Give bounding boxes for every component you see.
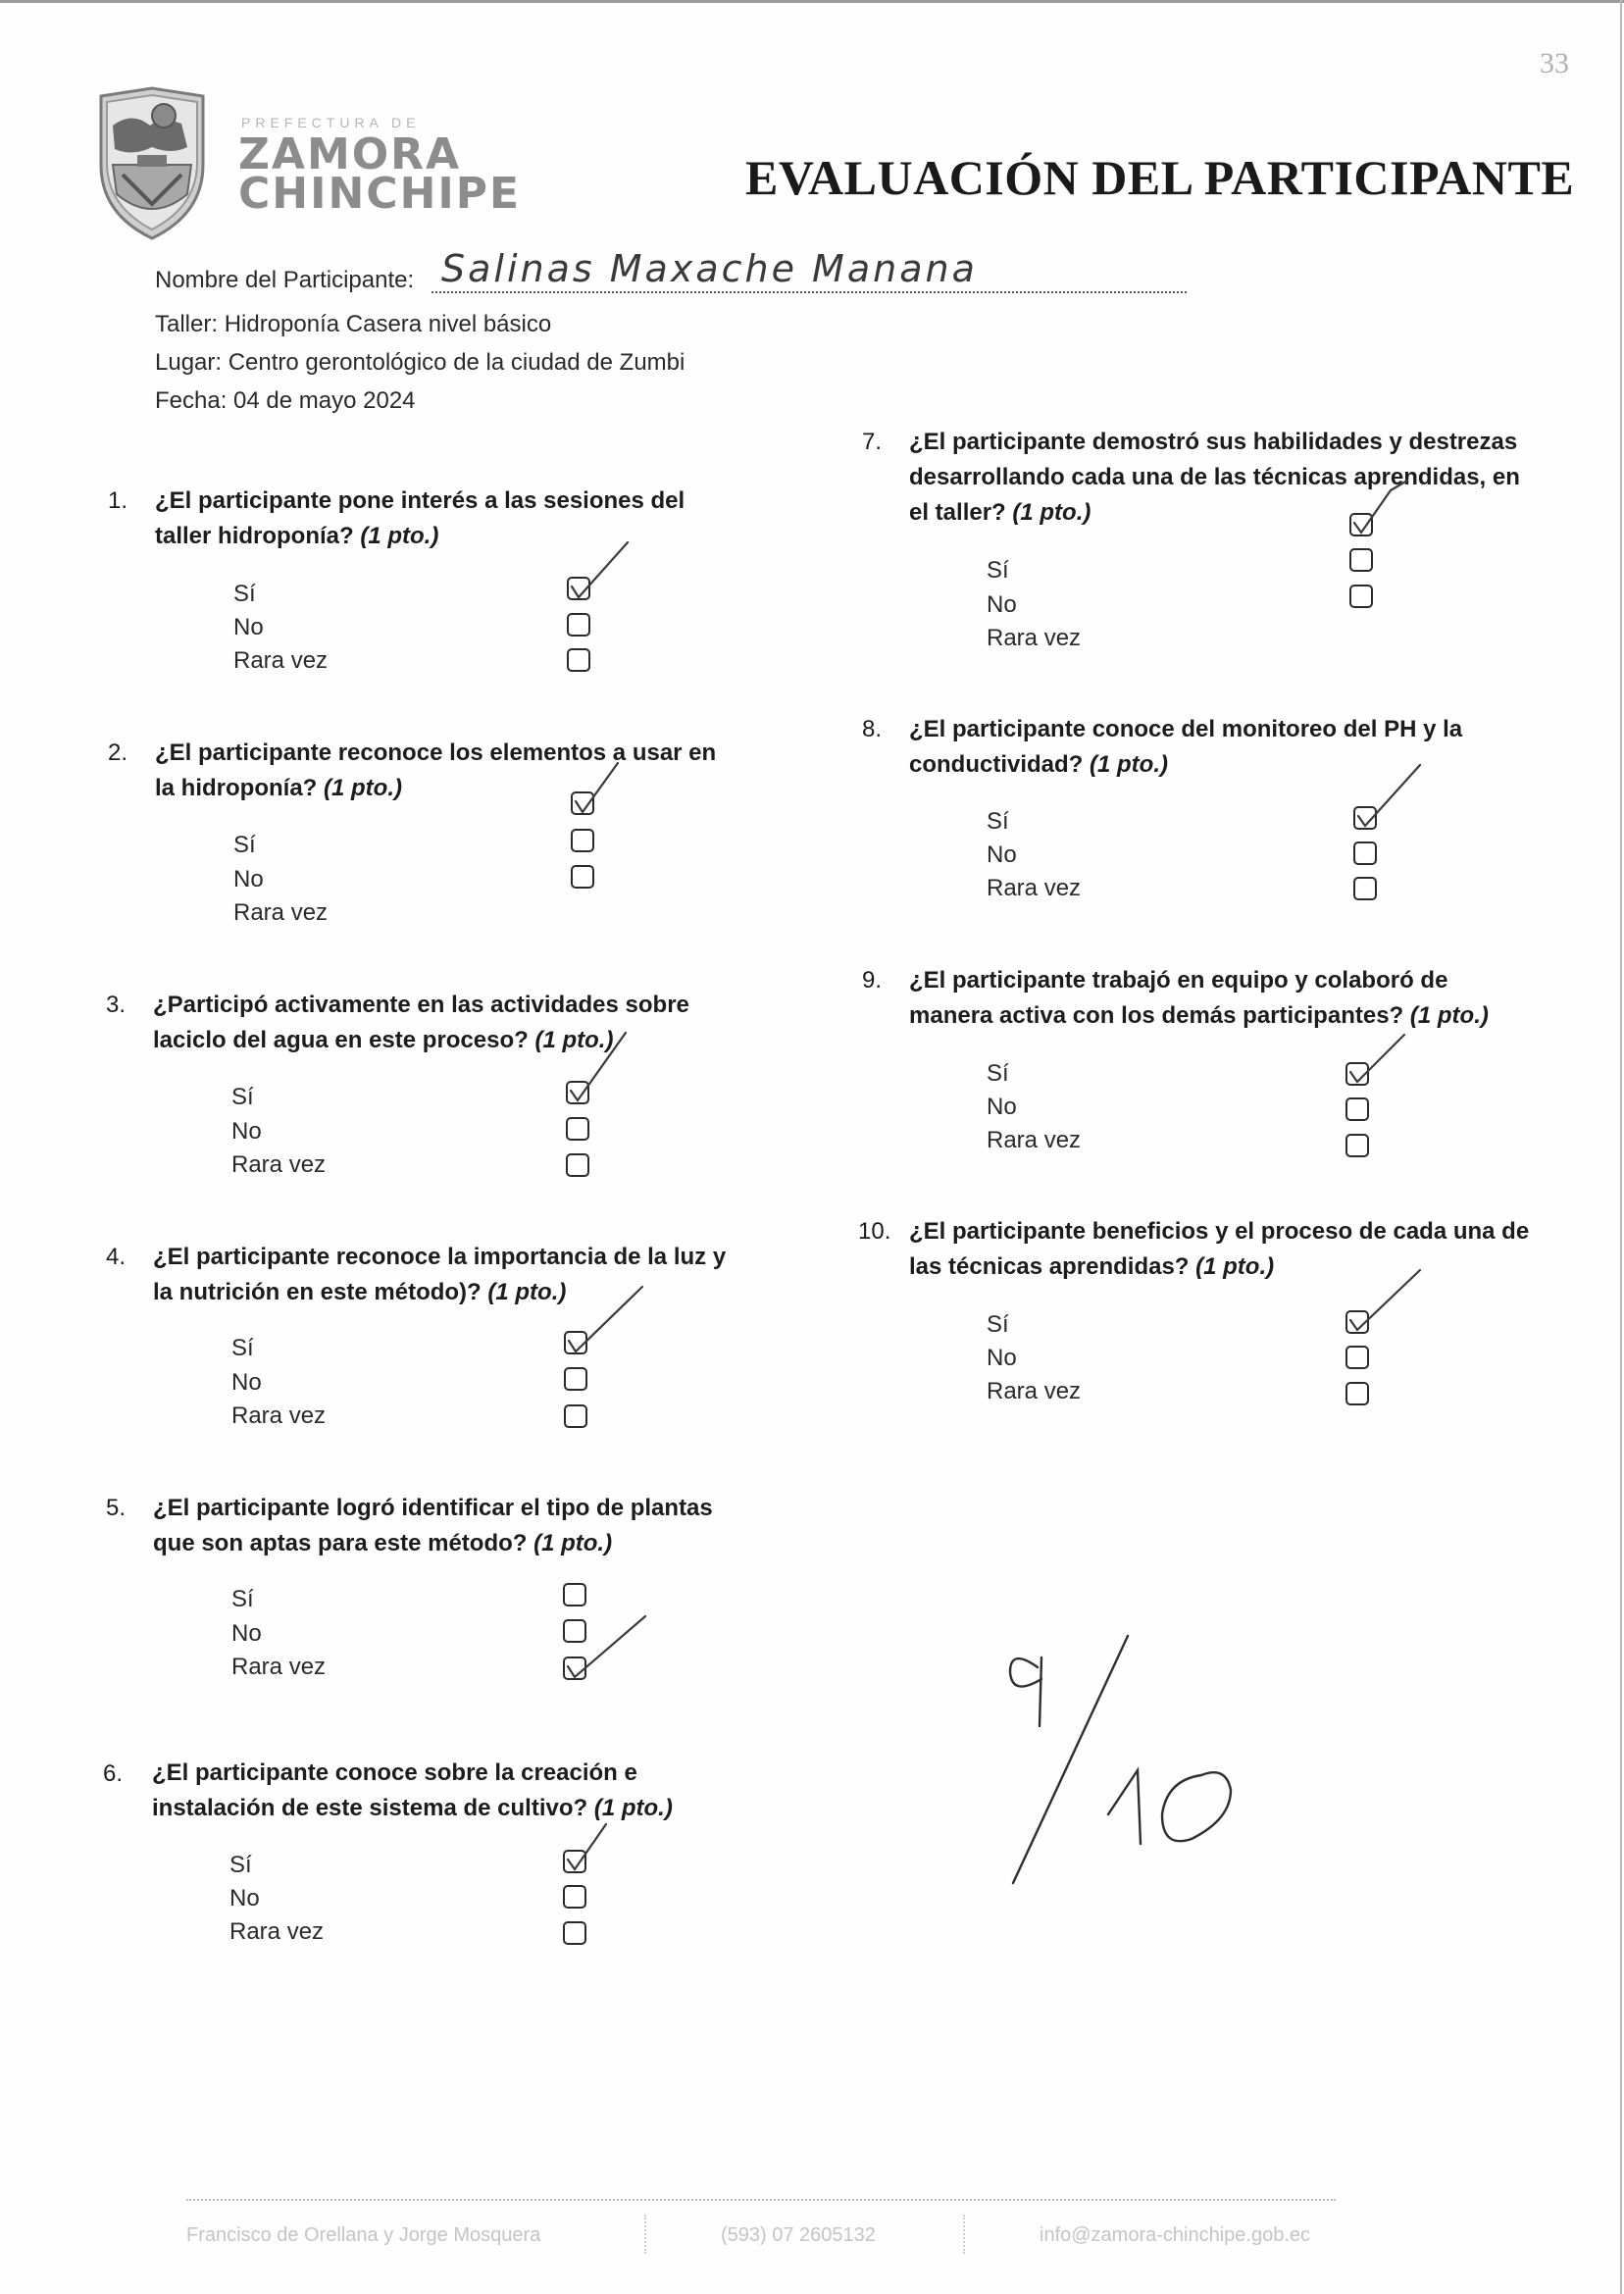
workshop-info: Taller: Hidroponía Casera nivel básico <box>155 311 552 337</box>
checkbox-no[interactable] <box>1345 1097 1369 1121</box>
logo-prefix-text: PREFECTURA DE <box>241 115 421 130</box>
option-label-rara-vez: Rara vez <box>231 1402 327 1429</box>
question-number: 4. <box>106 1244 127 1270</box>
option-label-rara-vez: Rara vez <box>987 875 1082 901</box>
checkbox-no[interactable] <box>1349 548 1373 572</box>
option-label-rara-vez: Rara vez <box>233 899 329 926</box>
page-number: 33 <box>1540 47 1569 79</box>
checkbox-si[interactable] <box>1345 1310 1369 1334</box>
option-label-no: No <box>987 1345 1017 1371</box>
checkbox-rara-vez[interactable] <box>1353 877 1377 900</box>
question-number: 2. <box>108 739 128 766</box>
document-title: EVALUACIÓN DEL PARTICIPANTE <box>745 150 1575 205</box>
participant-name-label: Nombre del Participante: <box>155 267 415 293</box>
checkbox-rara-vez[interactable] <box>567 648 590 672</box>
option-label-si: Sí <box>987 557 1009 584</box>
checkbox-no[interactable] <box>566 1117 589 1141</box>
checkbox-rara-vez[interactable] <box>1345 1134 1369 1157</box>
checkbox-no[interactable] <box>1345 1346 1369 1369</box>
checkbox-si[interactable] <box>567 577 590 600</box>
question-text: ¿El participante reconoce la importancia de la luz y la nutrición en este método)? (1 pto.) <box>153 1244 727 1305</box>
score-denominator-1 <box>1108 1770 1141 1844</box>
footer-divider <box>186 2199 1336 2201</box>
option-label-no: No <box>987 1094 1017 1120</box>
checkbox-no[interactable] <box>563 1619 586 1643</box>
question-number: 8. <box>862 716 883 742</box>
checkbox-no[interactable] <box>571 829 594 852</box>
checkbox-rara-vez[interactable] <box>563 1921 586 1945</box>
checkbox-rara-vez[interactable] <box>563 1657 586 1680</box>
option-label-rara-vez: Rara vez <box>231 1654 327 1680</box>
footer-phone: (593) 07 2605132 <box>721 2224 876 2246</box>
logo-name-line2: CHINCHIPE <box>238 169 522 219</box>
scan-right-edge <box>1620 0 1622 2294</box>
option-label-si: Sí <box>987 1311 1009 1338</box>
option-label-si: Sí <box>231 1586 254 1612</box>
option-label-no: No <box>231 1620 262 1647</box>
score-denominator-0 <box>1162 1772 1231 1841</box>
checkbox-si[interactable] <box>1345 1062 1369 1086</box>
question-number: 10. <box>858 1218 891 1245</box>
score-slash <box>1013 1636 1128 1883</box>
question-text: ¿Participó activamente en las actividades sobre laciclo del agua en este proceso? (1 pto.) <box>153 992 689 1053</box>
checkbox-si[interactable] <box>566 1081 589 1104</box>
option-label-si: Sí <box>231 1335 254 1361</box>
checkbox-si[interactable] <box>563 1583 586 1606</box>
option-label-no: No <box>231 1369 262 1396</box>
checkbox-rara-vez[interactable] <box>1349 585 1373 608</box>
option-label-rara-vez: Rara vez <box>987 1378 1082 1404</box>
checkbox-si[interactable] <box>1353 806 1377 830</box>
option-label-no: No <box>231 1118 262 1145</box>
checkbox-rara-vez[interactable] <box>564 1404 587 1428</box>
question-number: 6. <box>103 1760 124 1787</box>
question-text: ¿El participante beneficios y el proceso de cada una de las técnicas aprendidas? (1 pto.) <box>909 1218 1530 1280</box>
checkbox-no[interactable] <box>1353 841 1377 865</box>
option-label-si: Sí <box>231 1084 254 1110</box>
question-number: 1. <box>108 487 128 514</box>
option-label-rara-vez: Rara vez <box>231 1151 327 1178</box>
checkbox-si[interactable] <box>563 1850 586 1873</box>
participant-name-line <box>431 291 1187 293</box>
option-label-rara-vez: Rara vez <box>229 1918 325 1945</box>
question-number: 3. <box>106 992 127 1018</box>
score-numerator-9 <box>1010 1657 1041 1726</box>
option-label-no: No <box>987 841 1017 868</box>
checkbox-rara-vez[interactable] <box>571 865 594 889</box>
checkbox-rara-vez[interactable] <box>566 1153 589 1177</box>
checkbox-si[interactable] <box>571 791 594 815</box>
option-label-rara-vez: Rara vez <box>987 625 1082 651</box>
checkbox-no[interactable] <box>564 1367 587 1391</box>
checkbox-si[interactable] <box>564 1331 587 1354</box>
option-label-si: Sí <box>987 1060 1009 1087</box>
question-number: 9. <box>862 967 883 994</box>
question-text: ¿El participante trabajó en equipo y colaboró de manera activa con los demás participantes? (1 pto.) <box>909 967 1489 1029</box>
question-number: 7. <box>862 429 883 455</box>
option-label-rara-vez: Rara vez <box>233 647 329 674</box>
question-text: ¿El participante pone interés a las sesiones del taller hidroponía? (1 pto.) <box>155 487 685 549</box>
logo-name-line1: ZAMORA <box>238 129 462 179</box>
score-handwritten <box>1010 1636 1231 1883</box>
question-text: ¿El participante conoce sobre la creación e instalación de este sistema de cultivo? (1 pto.) <box>152 1759 673 1821</box>
checkbox-rara-vez[interactable] <box>1345 1382 1369 1405</box>
footer-separator <box>963 2215 969 2254</box>
option-label-rara-vez: Rara vez <box>987 1127 1082 1153</box>
checkbox-si[interactable] <box>1349 513 1373 536</box>
footer-address: Francisco de Orellana y Jorge Mosquera <box>186 2224 541 2246</box>
option-label-no: No <box>987 591 1017 618</box>
option-label-si: Sí <box>233 581 256 607</box>
option-label-no: No <box>233 866 264 892</box>
option-label-no: No <box>233 614 264 640</box>
question-text: ¿El participante logró identificar el tipo de plantas que son aptas para este método? (1 pto.) <box>153 1495 713 1556</box>
date-info: Fecha: 04 de mayo 2024 <box>155 387 416 414</box>
participant-name-handwritten: Salinas Maxache Manana <box>441 247 978 290</box>
location-info: Lugar: Centro gerontológico de la ciudad de Zumbi <box>155 349 685 376</box>
option-label-no: No <box>229 1885 260 1912</box>
option-label-si: Sí <box>229 1852 252 1878</box>
option-label-si: Sí <box>987 808 1009 835</box>
question-text: ¿El participante demostró sus habilidades y destrezas desarrollando cada una de las técnicas aprendidas, en el taller? (1 pto.) <box>909 429 1520 526</box>
option-label-si: Sí <box>233 832 256 858</box>
checkbox-no[interactable] <box>563 1885 586 1909</box>
checkbox-no[interactable] <box>567 613 590 637</box>
question-number: 5. <box>106 1495 127 1521</box>
scan-top-edge <box>0 0 1624 3</box>
question-text: ¿El participante reconoce los elementos a usar en la hidroponía? (1 pto.) <box>155 739 717 801</box>
question-text: ¿El participante conoce del monitoreo del PH y la conductividad? (1 pto.) <box>909 716 1463 778</box>
footer-email: info@zamora-chinchipe.gob.ec <box>1040 2224 1311 2246</box>
footer-separator <box>644 2215 650 2254</box>
